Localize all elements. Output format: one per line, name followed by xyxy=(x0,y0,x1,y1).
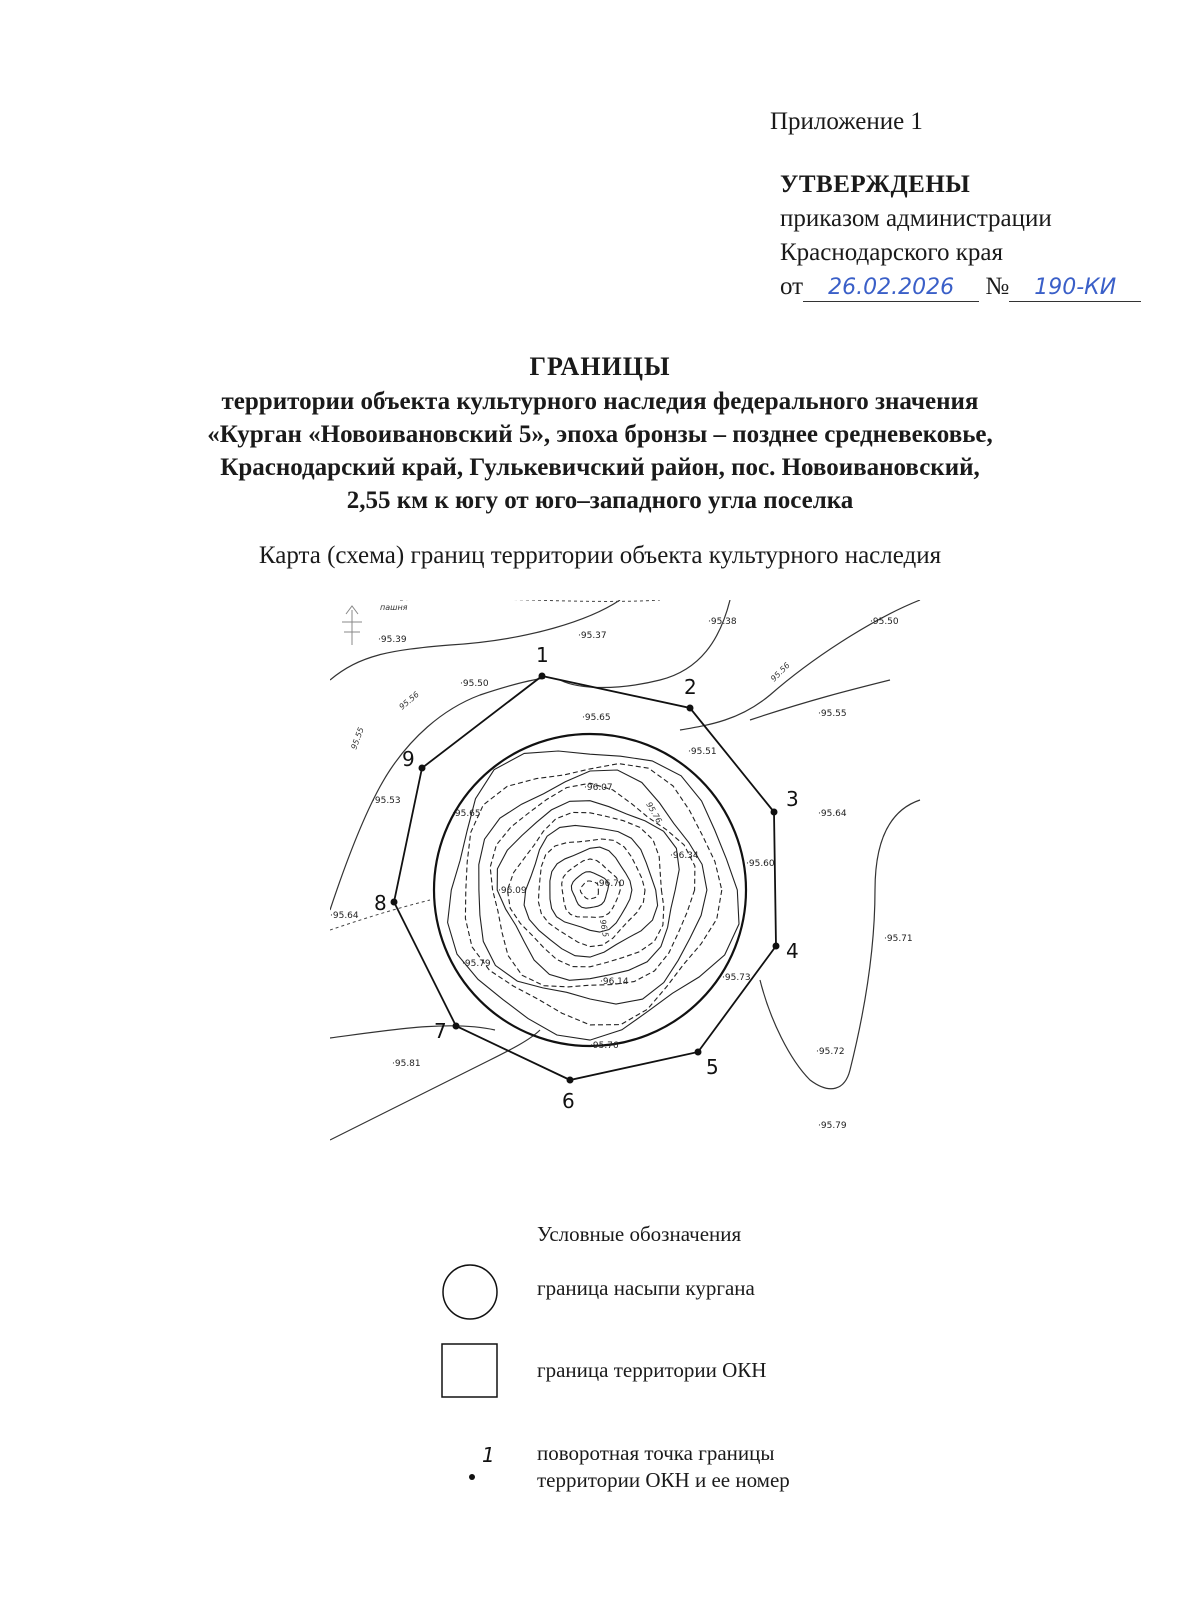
mound-contours xyxy=(448,751,739,1040)
elevation-label: ·95.55 xyxy=(818,709,847,719)
legend-point-label xyxy=(537,1440,790,1494)
elevation-label: ·95.39 xyxy=(378,635,407,645)
land-label: пашня xyxy=(380,603,408,612)
turning-point-marker xyxy=(567,1077,574,1084)
elevation-label: ·96.14 xyxy=(600,977,629,987)
elevation-label: ·95.79 xyxy=(462,959,491,969)
north-arrow-icon xyxy=(342,606,362,645)
elevation-label: ·95.50 xyxy=(870,617,899,627)
legend-square-icon xyxy=(440,1340,504,1400)
turning-point-marker xyxy=(687,705,694,712)
legend-point-number: 1 xyxy=(482,1443,495,1467)
elevation-label: ·95.37 xyxy=(578,631,607,641)
elevation-label: ·95.73 xyxy=(722,973,751,983)
legend-point-icon xyxy=(462,1432,512,1492)
legend-title: Условные обозначения xyxy=(537,1222,742,1246)
turning-point-number: 7 xyxy=(434,1019,447,1043)
mound-contour-line xyxy=(448,751,739,1040)
turning-point-number: 6 xyxy=(562,1089,575,1113)
elevation-label: ·95.79 xyxy=(818,1121,847,1131)
from-label: от xyxy=(780,273,804,300)
approval-block xyxy=(780,168,1141,304)
elevation-label: ·95.51 xyxy=(688,747,717,757)
elevation-label: ·96.09 xyxy=(498,886,527,896)
elevation-label: ·95.71 xyxy=(884,934,913,944)
elevation-label: ·95.53 xyxy=(372,796,401,806)
heading-line-1: территории объекта культурного наследия федерального значения xyxy=(221,388,979,415)
heading-line-4: 2,55 км к югу от юго–западного угла поселка xyxy=(346,487,854,514)
legend-point-line-1: поворотная точка границы xyxy=(537,1441,775,1465)
handwritten-date: 26.02.2026 xyxy=(803,275,979,302)
elevation-label: ·95.72 xyxy=(816,1047,845,1057)
handwritten-number: 190-КИ xyxy=(1009,275,1141,302)
turning-point-number: 4 xyxy=(786,939,799,963)
contour-label: 95.76 xyxy=(644,800,664,825)
contour-label: 95.55 xyxy=(349,726,366,751)
heading-title: ГРАНИЦЫ xyxy=(529,352,671,381)
turning-point-number: 3 xyxy=(786,787,799,811)
elevation-label: ·95.64 xyxy=(330,911,359,921)
heading-line-3: Краснодарский край, Гулькевичский район, пос. Новоивановский, xyxy=(220,454,980,481)
approval-title: УТВЕРЖДЕНЫ xyxy=(780,171,971,198)
turning-point-number: 9 xyxy=(402,747,415,771)
turning-point-marker xyxy=(419,765,426,772)
map-caption: Карта (схема) границ территории объекта культурного наследия xyxy=(258,542,942,569)
mound-contour-line xyxy=(507,812,663,966)
legend-mound-label: граница насыпи кургана xyxy=(537,1276,755,1300)
elevation-label: ·95.65 xyxy=(452,809,481,819)
elevation-label: ·96.70 xyxy=(596,879,625,889)
elevation-label: ·96.34 xyxy=(670,851,699,861)
approval-signature-row xyxy=(780,270,1141,304)
mound-contour-line xyxy=(524,825,658,957)
elevation-label: ·95.60 xyxy=(746,859,775,869)
elevation-label: ·95.64 xyxy=(818,809,847,819)
contour-label: 95.56 xyxy=(769,660,792,684)
turning-point-number: 1 xyxy=(536,643,549,667)
turning-point-number: 8 xyxy=(374,891,387,915)
elevation-label: ·95.50 xyxy=(460,679,489,689)
legend-circle-icon xyxy=(440,1262,504,1322)
turning-point-marker xyxy=(773,943,780,950)
elevation-label: ·95.81 xyxy=(392,1059,421,1069)
mound-contour-line xyxy=(571,872,608,909)
approval-line-2: Краснодарского края xyxy=(780,239,1003,266)
turning-point-marker xyxy=(453,1023,460,1030)
turning-point-marker xyxy=(771,809,778,816)
document-heading xyxy=(0,350,1200,517)
elevation-label: ·95.65 xyxy=(582,713,611,723)
turning-point-number: 2 xyxy=(684,675,697,699)
boundary-map xyxy=(330,600,950,1170)
turning-point-marker xyxy=(391,899,398,906)
turning-point-marker xyxy=(539,673,546,680)
elevation-label: ·95.38 xyxy=(708,617,737,627)
heading-line-2: «Курган «Новоивановский 5», эпоха бронзы – позднее средневековье, xyxy=(207,421,993,448)
contour-label: 96.5 xyxy=(598,918,610,938)
number-label: № xyxy=(985,273,1010,300)
legend-point-line-2: территории ОКН и ее номер xyxy=(537,1468,790,1492)
contour-label: 95.56 xyxy=(397,689,421,712)
approval-line-1: приказом администрации xyxy=(780,205,1052,232)
elevation-label: ·96.07 xyxy=(584,783,613,793)
legend-territory-label: граница территории ОКН xyxy=(537,1358,767,1382)
turning-point-marker xyxy=(695,1049,702,1056)
appendix-label: Приложение 1 xyxy=(770,108,923,135)
turning-point-number: 5 xyxy=(706,1055,719,1079)
elevation-label: ·95.76 xyxy=(590,1041,619,1051)
elevation-labels xyxy=(330,617,913,1131)
